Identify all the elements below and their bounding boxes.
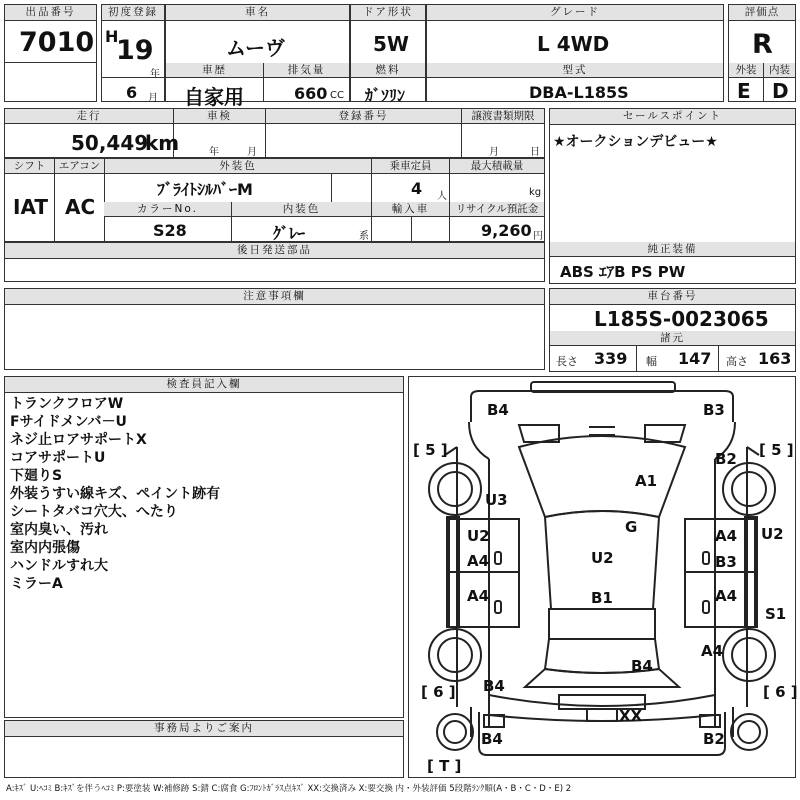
damage-mark: B2	[703, 730, 725, 748]
damage-mark: B4	[483, 677, 505, 695]
fuel: ｶﾞｿﾘﾝ	[365, 86, 406, 105]
interior-score: D	[772, 79, 789, 103]
damage-mark: A4	[701, 642, 724, 660]
inspector-note: シートタバコ穴大、へたり	[10, 504, 178, 520]
exterior-score: E	[737, 79, 751, 103]
office-notice-cell: 事務局よりご案内	[4, 720, 404, 778]
car-outline	[409, 377, 795, 777]
later-parts-cell: 後日発送部品	[4, 242, 545, 282]
capacity: 4	[411, 179, 423, 198]
inspector-note: 室内内張傷	[10, 540, 80, 556]
damage-mark: A4	[715, 527, 738, 545]
length: 339	[594, 349, 628, 368]
inspector-note: ハンドルすれ大	[10, 558, 108, 574]
genuine-equipment: ABS ｴｱB PS PW	[560, 263, 686, 281]
inspector-note: トランクフロアW	[10, 396, 124, 412]
damage-mark: U2	[591, 549, 614, 567]
chassis-number: L185S-0023065	[594, 307, 769, 331]
lot-number: 7010	[19, 27, 95, 58]
first-registration-cell: 初度登録 H 19 年 6 月	[101, 4, 165, 102]
damage-mark: B3	[703, 401, 725, 419]
mileage-row: 走行 車検 登録番号 譲渡書類期限 50,449 km 年 月 月 日	[4, 108, 545, 158]
inspector-note: 外装うすい線キズ、ペイント跡有	[10, 486, 221, 502]
damage-mark: A4	[467, 552, 490, 570]
overall-score: R	[752, 29, 773, 60]
damage-mark: B2	[715, 450, 737, 468]
caution-cell: 注意事項欄	[4, 288, 545, 370]
color-number: S28	[153, 221, 187, 240]
damage-mark: [ 6 ]	[763, 683, 798, 701]
model-code: DBA-L185S	[529, 83, 629, 102]
width: 147	[678, 349, 712, 368]
displacement: 660	[294, 84, 328, 103]
score-cell: 評価点 R 外装 内装 E D	[728, 4, 796, 102]
damage-mark: A1	[635, 472, 658, 490]
damage-mark: B1	[591, 589, 613, 607]
height: 163	[758, 349, 792, 368]
first-reg-month: 6	[126, 83, 138, 102]
damage-mark: U2	[467, 527, 490, 545]
inspector-note: ミラーA	[10, 576, 63, 592]
damage-mark: [ 6 ]	[421, 683, 456, 701]
exterior-color: ﾌﾞﾗｲﾄｼﾙﾊﾞｰM	[157, 180, 253, 199]
damage-mark: B4	[481, 730, 503, 748]
damage-diagram	[408, 376, 796, 778]
first-reg-year: 19	[116, 35, 154, 66]
interior-color: ｸﾞﾚｰ	[273, 224, 306, 243]
car-name-cell: 車名 ムーヴ 車歴 排気量 自家用 660 CC	[165, 4, 350, 102]
damage-mark: A4	[715, 587, 738, 605]
damage-mark: B4	[487, 401, 509, 419]
door-type: 5W	[373, 32, 409, 56]
door-cell: ドア形状 5W 燃料 ｶﾞｿﾘﾝ	[350, 4, 426, 102]
inspector-note: 室内臭い、汚れ	[10, 522, 108, 538]
inspector-note: コアサポートU	[10, 450, 106, 466]
legend: A:ｷｽﾞ U:ﾍｺﾐ B:ｷｽﾞを伴うﾍｺﾐ P:要塗装 W:補修跡 S:錆 C:腐食 G:ﾌﾛﾝﾄｶﾞﾗｽ点ｷｽﾞ XX:交換済み X:要交換 内・外装評価 5段階ﾗﾝｸ順(A・B・C・D・E) 2	[6, 784, 572, 794]
car-name: ムーヴ	[226, 36, 285, 60]
inspector-note: ネジ止ロアサポートX	[10, 432, 147, 448]
damage-mark: B4	[631, 657, 653, 675]
damage-mark: [ 5 ]	[413, 441, 448, 459]
recycle-fee: 9,260	[481, 221, 532, 240]
aircon: AC	[65, 195, 96, 219]
lot-number-cell: 出品番号 7010	[4, 4, 97, 102]
damage-mark: A4	[467, 587, 490, 605]
damage-mark: XX	[619, 707, 643, 725]
inspector-notes-cell: 検査員記入欄 トランクフロアW Fサイドメンバ－U ネジ止ロアサポートX コアサポートU 下廻りS 外装うすい線キズ、ペイント跡有 シートタバコ穴大、へたり 室内臭い、汚れ 室内内張傷 ハンドルすれ大 ミラーA	[4, 376, 404, 718]
chassis-cell: 車台番号 L185S-0023065 諸元 長さ 339 幅 147 高さ 163	[549, 288, 796, 372]
car-history: 自家用	[184, 85, 244, 109]
damage-mark: S1	[765, 605, 787, 623]
grade-cell: グレード L 4WD 型式 DBA-L185S	[426, 4, 724, 102]
damage-mark: U2	[761, 525, 784, 543]
damage-mark: G	[625, 518, 638, 536]
inspector-notes-list	[10, 395, 220, 593]
sales-point-cell: セールスポイント ★オークションデビュー★ 純正装備 ABS ｴｱB PS PW	[549, 108, 796, 284]
damage-mark: [ 5 ]	[759, 441, 794, 459]
damage-mark: B3	[715, 553, 737, 571]
damage-mark: [ T ]	[427, 757, 462, 775]
shift: IAT	[13, 195, 49, 219]
inspector-note: Fサイドメンバ－U	[10, 414, 127, 430]
damage-mark: U3	[485, 491, 508, 509]
spec-row: シフト エアコン 外装色 乗車定員 最大積載量 ﾌﾞﾗｲﾄｼﾙﾊﾞｰM 4 人 kg IAT AC カラーNo. 内装色 輸入車 リサイクル預託金 S28 ｸﾞﾚｰ 系 9,260 円	[4, 158, 545, 242]
grade: L 4WD	[537, 32, 610, 56]
mileage: 50,449	[71, 131, 149, 155]
inspector-note: 下廻りS	[10, 468, 63, 484]
sales-point-text: ★オークションデビュー★	[553, 134, 718, 150]
